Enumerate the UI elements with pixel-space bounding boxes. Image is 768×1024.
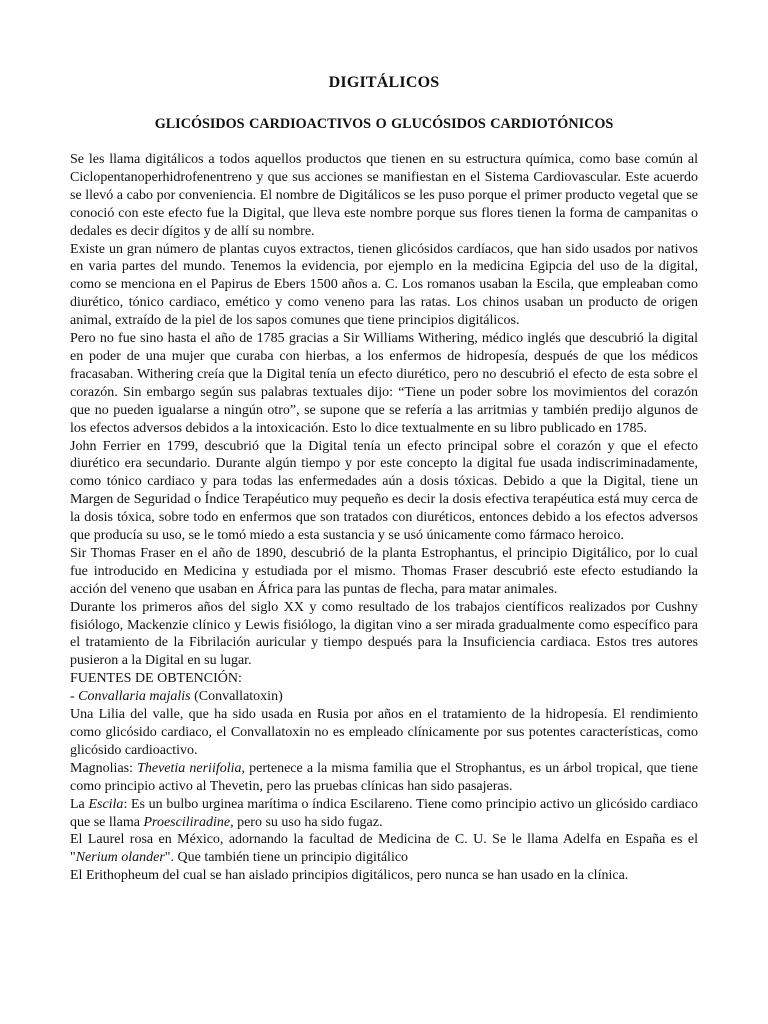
document-subtitle: GLICÓSIDOS CARDIOACTIVOS O GLUCÓSIDOS CARDIOTÓNICOS (154, 116, 614, 132)
source-escila (70, 796, 698, 832)
source-magnolias-name: Thevetia neriifolia (137, 760, 242, 776)
source-magnolias-prefix: Magnolias: (70, 760, 138, 776)
document-title: DIGITÁLICOS (328, 74, 440, 91)
source-escila-text-1: : Es un bulbo urginea marítima o índica Escilareno. Tiene como principio activo un glicósido cardiaco que se llama (70, 796, 698, 830)
source-laurel (70, 831, 698, 867)
source-convallaria-suffix: (Convallatoxin) (190, 689, 283, 705)
source-convallaria-prefix: - (70, 689, 79, 705)
paragraph-intro: Se les llama digitálicos a todos aquellos productos que tienen en su estructura química, como base común al Ciclopentanoperhidrofenentreno y que sus acciones se manifiestan en el Sistema Cardiovascular. Este acuerdo se llevó a cabo por conveniencia. El nombre de Digitálicos se les puso porque el primer producto vegetal que se conoció con este efecto fue la Digital, que lleva este nombre porque sus flores tienen la forma de campanitas o dedales es decir dígitos y de allí su nombre. (70, 152, 698, 239)
paragraph-ferrier: John Ferrier en 1799, descubrió que la Digital tenía un efecto principal sobre el corazón y que el efecto diurético era secundario. Durante algún tiempo y por este concepto la digital fue usada indiscriminadamente, como tónico cardiaco y para todas las enfermedades aún a dosis tóxicas. Debido a que la Digital, tiene un Margen de Seguridad o Índice Terapéutico muy pequeño es decir la dosis efectiva terapéutica está muy cerca de la dosis tóxica, sobre todo en enfermos que son tratados con diuréticos, entonces debido a los efectos adversos que producía su uso, se le tomó miedo a esta sustancia y se usó únicamente como fármaco heroico. (70, 438, 698, 544)
source-lilia: Una Lilia del valle, que ha sido usada en Rusia por años en el tratamiento de la hidropesía. El rendimiento como glicósido cardiaco, el Convallatoxin no es empleado clínicamente por sus potentes características, como glicósido cardioactivo. (70, 707, 698, 758)
paragraph-fraser: Sir Thomas Fraser en el año de 1890, descubrió de la planta Estrophantus, el principio Digitálico, por lo cual fue introducido en Medicina y estudiada por el mismo. Thomas Fraser descubrió este efecto estudiando la acción del veneno que usaban en África para las puntas de flecha, para matar animales. (70, 545, 698, 597)
document-page (70, 74, 698, 885)
source-convallaria (70, 688, 698, 706)
source-escila-prefix: La (70, 796, 89, 812)
source-laurel-text-2: ". Que también tiene un principio digitálico (164, 850, 409, 866)
source-magnolias (70, 760, 698, 796)
paragraph-twentieth-century: Durante los primeros años del siglo XX y como resultado de los trabajos científicos realizados por Cushny fisiólogo, Mackenzie clínico y Lewis fisiólogo, la digitan vino a ser mirada gradualmente como específico para el tratamiento de la Fibrilación auricular y tiempo después para la Insuficiencia cardiaca. Estos tres autores pusieron a la Digital en su lugar. (70, 599, 698, 669)
source-laurel-text-1: El Laurel rosa en México, adornando la facultad de Medicina de C. U. Se le llama Adelfa en España es el " (70, 832, 698, 866)
document-body (70, 151, 698, 670)
sources-heading: FUENTES DE OBTENCIÓN: (70, 671, 242, 687)
source-laurel-name: Nerium olander (75, 850, 165, 866)
source-magnolias-text: , pertenece a la misma familia que el Strophantus, es un árbol tropical, que tiene como principio activo al Thevetin, pero las pruebas clínicas han sido pasajeras. (70, 760, 699, 794)
source-escila-compound: Proesciliradine (143, 814, 231, 830)
source-erithopheum: El Erithopheum del cual se han aislado principios digitálicos, pero nunca se han usado en la clínica. (70, 868, 629, 884)
paragraph-history-plants: Existe un gran número de plantas cuyos extractos, tienen glicósidos cardíacos, que han sido usados por nativos en varia partes del mundo. Tenemos la evidencia, por ejemplo en la medicina Egipcia del uso de la digital, como se menciona en el Papirus de Ebers 1500 años a. C. Los romanos usaban la Escila, que empleaban como diurético, tónico cardiaco, emético y como veneno para las ratas. Los chinos usaban un producto de origen animal, extraído de la piel de los sapos comunes que tiene principios digitálicos. (70, 241, 698, 329)
source-escila-text-2: , pero su uso ha sido fugaz. (230, 814, 383, 830)
source-escila-name: Escila (88, 796, 124, 812)
paragraph-withering: Pero no fue sino hasta el año de 1785 gracias a Sir Williams Withering, médico inglés que descubrió la digital en poder de una mujer que curaba con hierbas, a los enfermos de hidropesía, después de que los médicos fracasaban. Withering creía que la Digital tenía un efecto diurético, pero no descubrió el efecto de esta sobre el corazón. Sin embargo según sus palabras textuales dijo: “Tiene un poder sobre los movimientos del corazón que no pueden igualarse a ningún otro”, se supone que se refería a las arritmias y también predijo algunos de los efectos adversos debidos a la intoxicación. Esto lo dice textualmente en su libro publicado en 1785. (70, 331, 698, 436)
sources-section (70, 670, 698, 885)
source-convallaria-name: Convallaria majalis (78, 689, 191, 705)
